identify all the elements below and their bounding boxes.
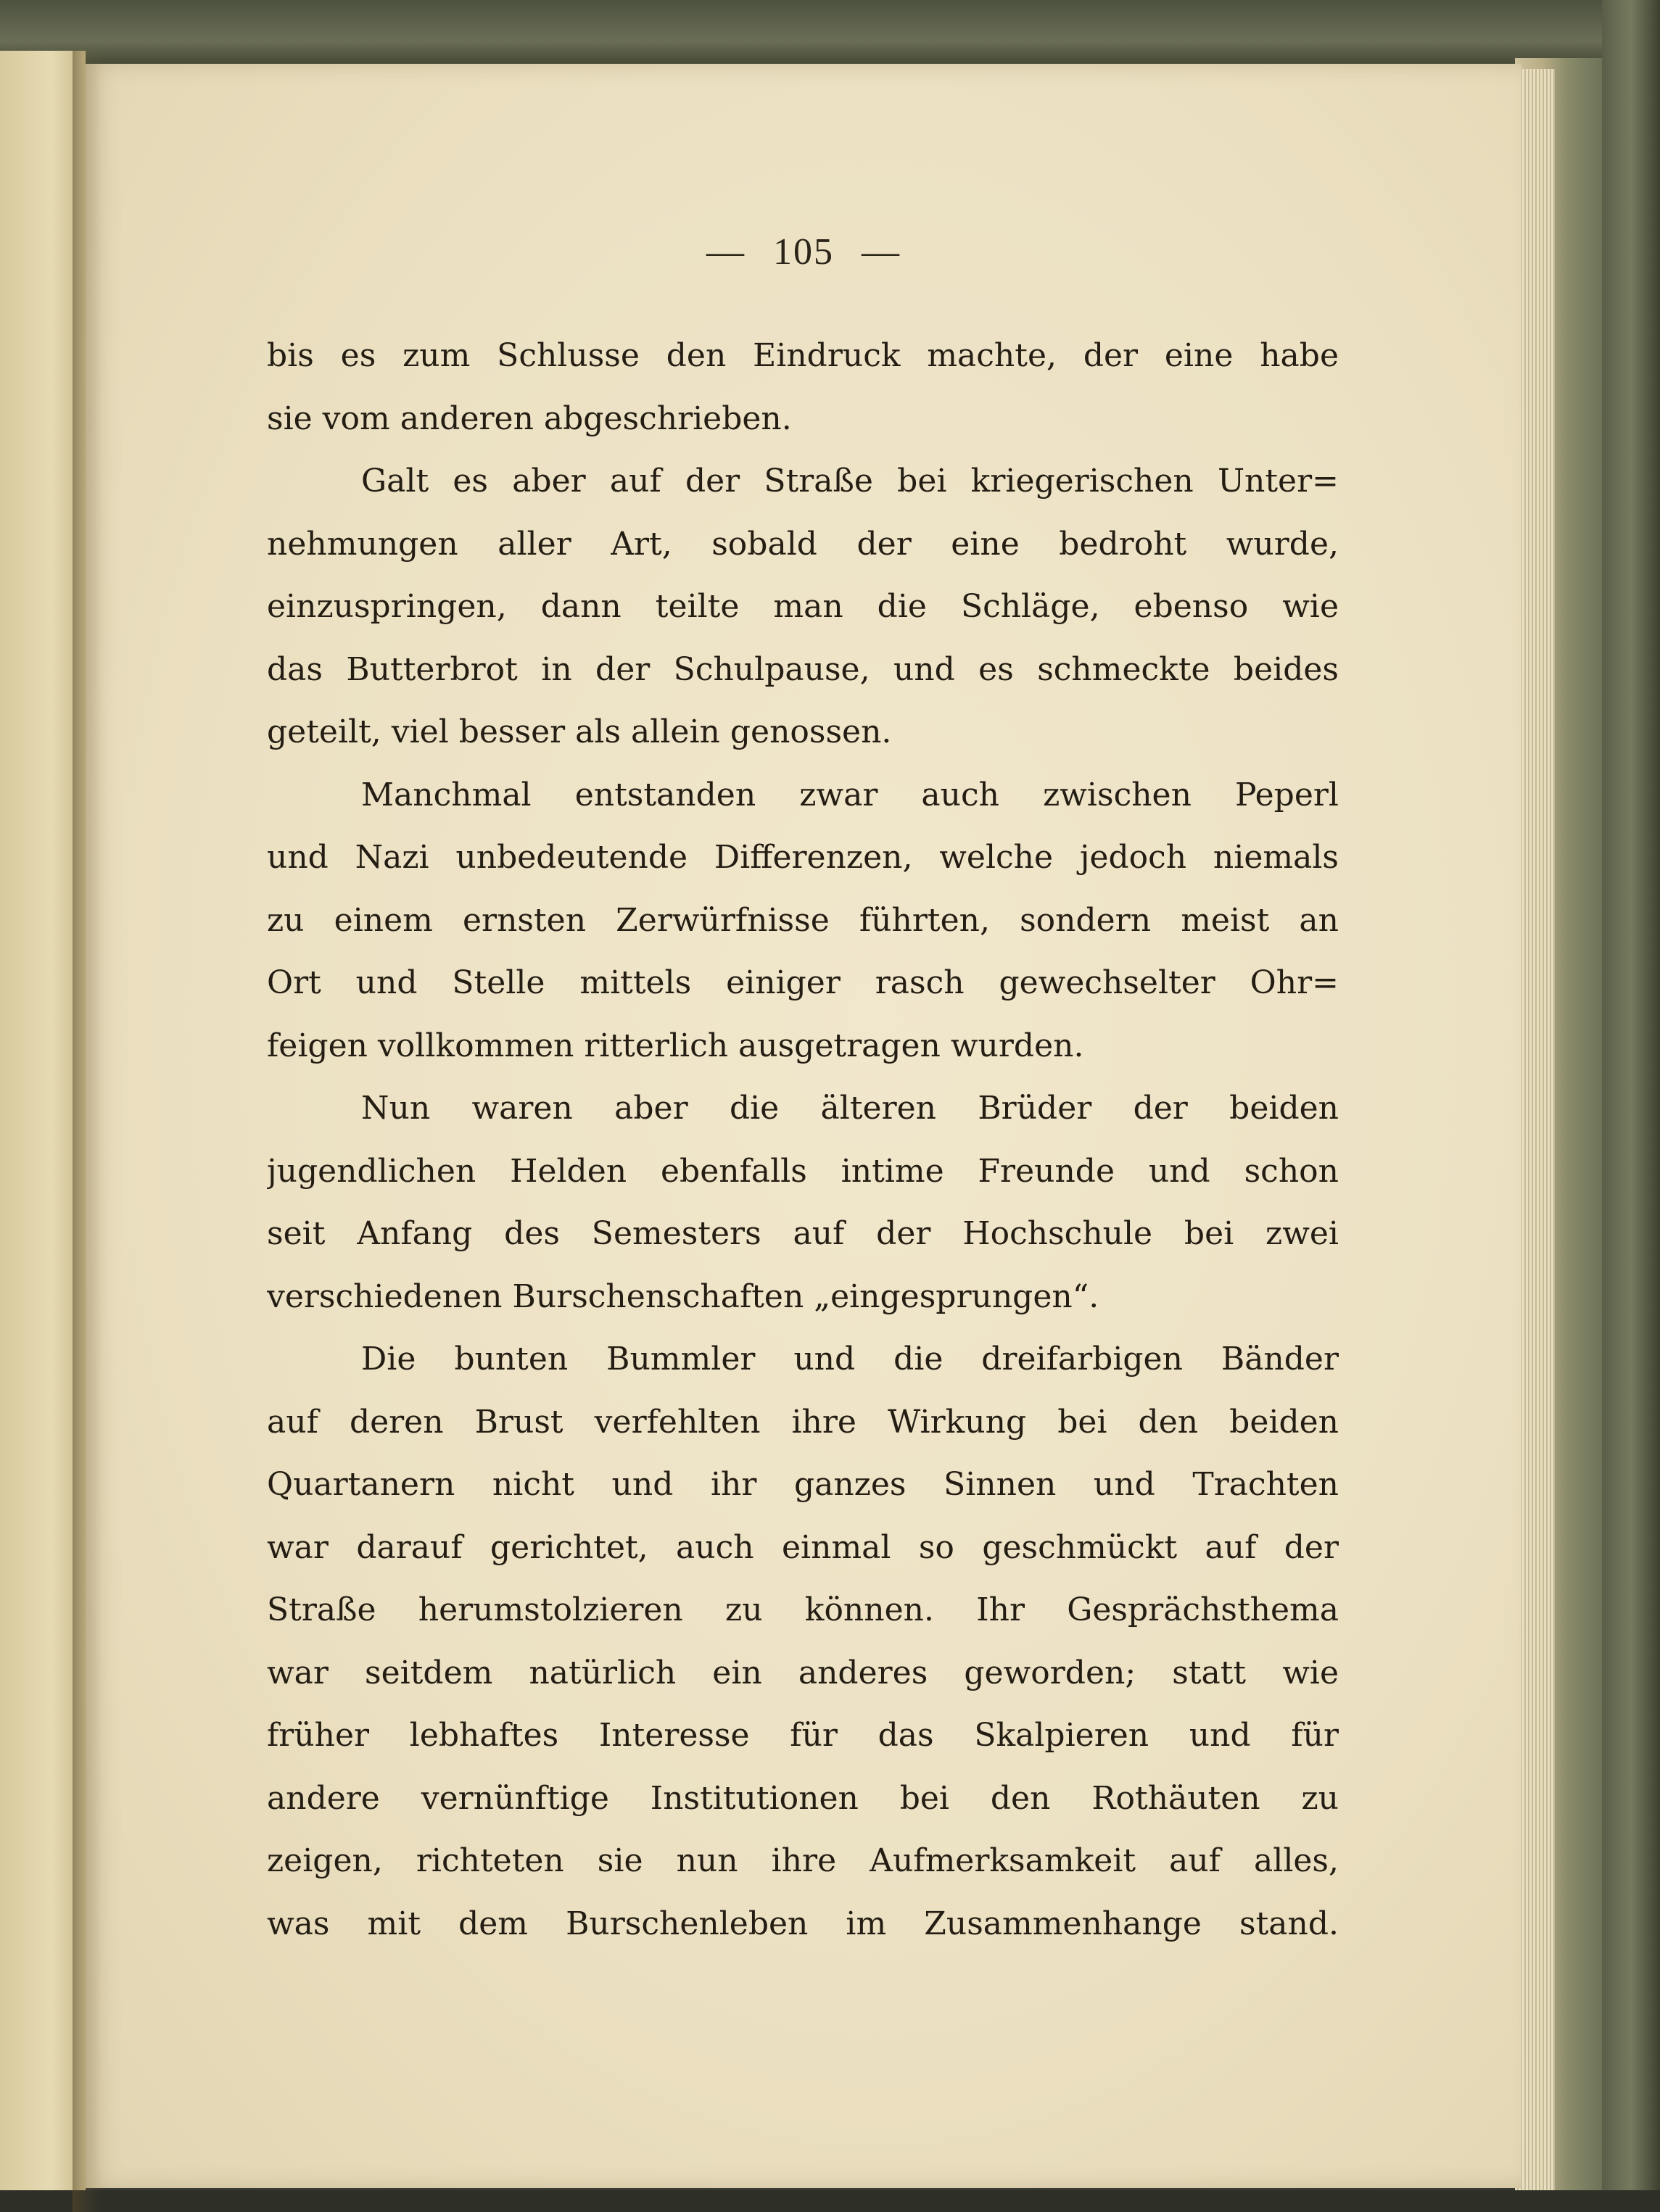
text-line: früher lebhaftes Interesse für das Skalpieren und für xyxy=(267,1717,1339,1754)
book-page xyxy=(86,64,1521,2188)
paragraph-1 xyxy=(267,325,1339,450)
page-header xyxy=(86,231,1521,273)
body-text xyxy=(267,325,1339,1955)
header-dash-right: — xyxy=(862,231,901,273)
paragraph-4 xyxy=(267,1077,1339,1328)
text-line: bis es zum Schlusse den Eindruck machte, der eine habe xyxy=(267,337,1339,374)
text-line: jugendlichen Helden ebenfalls intime Freunde und schon xyxy=(267,1152,1339,1190)
text-line: was mit dem Burschenleben im Zusammenhange stand. xyxy=(267,1905,1339,1942)
text-line: feigen vollkommen ritterlich ausgetragen wurden. xyxy=(267,1027,1084,1064)
text-line: seit Anfang des Semesters auf der Hochschule bei zwei xyxy=(267,1215,1339,1252)
text-line: zeigen, richteten sie nun ihre Aufmerksamkeit auf alles, xyxy=(267,1842,1339,1879)
text-line: sie vom anderen abgeschrieben. xyxy=(267,399,792,437)
text-line: Galt es aber auf der Straße bei kriegerischen Unter= xyxy=(361,463,1339,500)
text-line: Quartanern nicht und ihr ganzes Sinnen und Trachten xyxy=(267,1466,1339,1503)
text-line: verschiedenen Burschenschaften „eingesprungen“. xyxy=(267,1277,1099,1315)
text-line: nehmungen aller Art, sobald der eine bedroht wurde, xyxy=(267,525,1339,563)
page-number: 105 xyxy=(773,231,834,273)
text-line: Die bunten Bummler und die dreifarbigen Bänder xyxy=(361,1341,1339,1378)
text-line: das Butterbrot in der Schulpause, und es schmeckte beides xyxy=(267,650,1339,688)
text-line: andere vernünftige Institutionen bei den Rothäuten zu xyxy=(267,1779,1339,1817)
text-line: war darauf gerichtet, auch einmal so geschmückt auf der xyxy=(267,1528,1339,1566)
text-line: Nun waren aber die älteren Brüder der beiden xyxy=(361,1090,1339,1127)
text-line: Ort und Stelle mittels einiger rasch gewechselter Ohr= xyxy=(267,964,1339,1001)
book-cover-bottom-edge xyxy=(0,2190,1660,2212)
book-cover-right-edge xyxy=(1602,0,1660,2212)
text-line: und Nazi unbedeutende Differenzen, welche jedoch niemals xyxy=(267,839,1339,876)
paragraph-3 xyxy=(267,764,1339,1078)
text-line: Manchmal entstanden zwar auch zwischen Peperl xyxy=(361,776,1339,813)
text-line: auf deren Brust verfehlten ihre Wirkung bei den beiden xyxy=(267,1403,1339,1441)
paragraph-2 xyxy=(267,450,1339,764)
book-cover-top-edge xyxy=(0,0,1660,69)
text-line: einzuspringen, dann teilte man die Schläge, ebenso wie xyxy=(267,588,1339,625)
text-line: zu einem ernsten Zerwürfnisse führten, sondern meist an xyxy=(267,901,1339,939)
text-line: war seitdem natürlich ein anderes geworden; statt wie xyxy=(267,1654,1339,1691)
paragraph-5 xyxy=(267,1328,1339,1955)
header-dash-left: — xyxy=(706,231,746,273)
page-gutter-shadow xyxy=(73,51,102,2212)
text-line: geteilt, viel besser als allein genossen. xyxy=(267,713,892,750)
text-line: Straße herumstolzieren zu können. Ihr Gesprächsthema xyxy=(267,1591,1339,1628)
